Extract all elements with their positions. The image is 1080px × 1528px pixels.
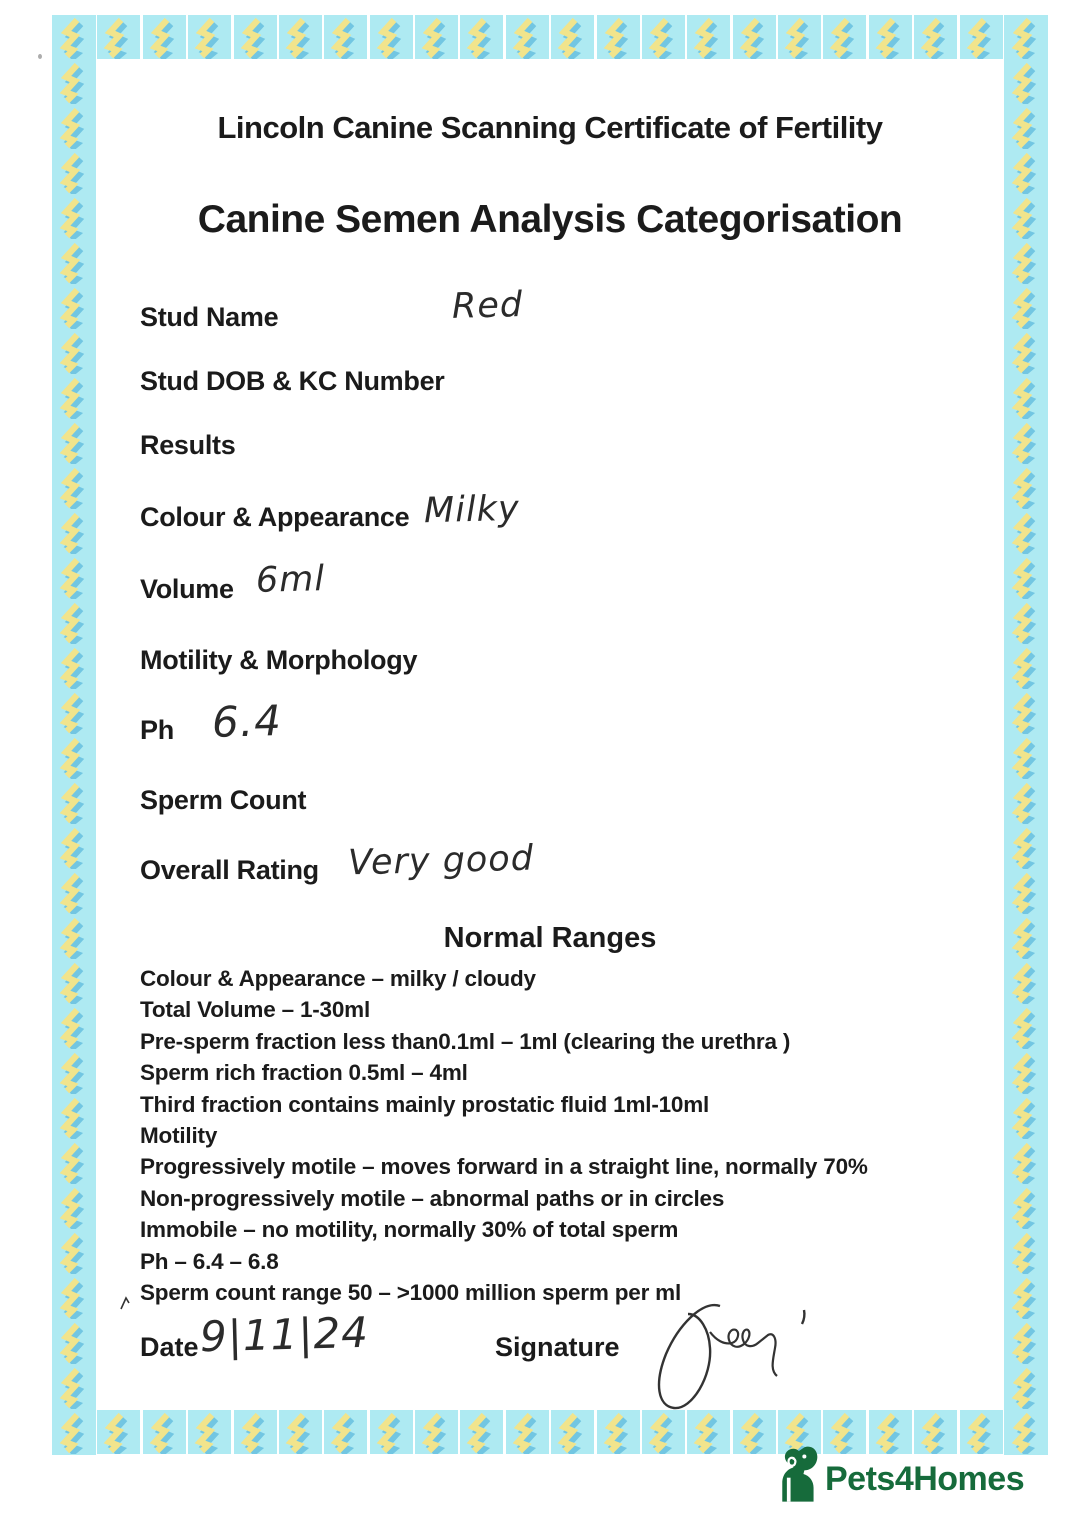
lightning-bolt-icon [1005, 690, 1048, 734]
lightning-bolt-icon [1005, 780, 1048, 824]
lightning-bolt-tile [52, 1185, 96, 1230]
lightning-bolt-tile [460, 1410, 503, 1454]
lightning-bolt-icon [53, 330, 96, 374]
lightning-bolt-tile [1004, 465, 1048, 510]
lightning-bolt-icon [53, 1275, 96, 1319]
normal-range-line: Sperm count range 50 – >1000 million sperm per ml [140, 1280, 682, 1306]
lightning-bolt-tile [370, 15, 413, 59]
lightning-bolt-icon [960, 15, 1003, 59]
lightning-bolt-tile [597, 15, 640, 59]
footer-row [140, 1307, 1020, 1372]
lightning-bolt-tile [234, 1410, 277, 1454]
lightning-bolt-tile [1004, 330, 1048, 375]
lightning-bolt-tile [1004, 60, 1048, 105]
lightning-bolt-icon [551, 15, 594, 59]
lightning-bolt-tile [506, 15, 549, 59]
lightning-bolt-tile [1004, 1095, 1048, 1140]
lightning-bolt-icon [53, 1185, 96, 1229]
lightning-bolt-tile [52, 330, 96, 375]
lightning-bolt-tile [1004, 555, 1048, 600]
lightning-bolt-icon [914, 15, 957, 59]
lightning-bolt-tile [279, 1410, 322, 1454]
lightning-bolt-tile [52, 510, 96, 555]
stray-pen-mark [118, 1294, 134, 1312]
lightning-bolt-icon [1005, 825, 1048, 869]
lightning-bolt-tile [642, 15, 685, 59]
field-value-handwritten: 6.4 [211, 696, 283, 747]
lightning-bolt-icon [53, 1320, 96, 1364]
certificate-subtitle: Canine Semen Analysis Categorisation [197, 198, 903, 241]
field-value-handwritten: Milky [423, 488, 521, 532]
lightning-bolt-icon [415, 15, 458, 59]
lightning-bolt-icon [53, 15, 96, 59]
lightning-bolt-tile [1004, 15, 1048, 60]
lightning-bolt-tile [415, 1410, 458, 1454]
lightning-bolt-tile [687, 15, 730, 59]
lightning-bolt-icon [53, 1050, 96, 1094]
lightning-bolt-tile [1004, 1275, 1048, 1320]
lightning-bolt-icon [143, 15, 186, 59]
normal-range-line: Ph – 6.4 – 6.8 [140, 1248, 279, 1274]
lightning-bolt-icon [1005, 330, 1048, 374]
lightning-bolt-icon [778, 15, 821, 59]
lightning-bolt-icon [234, 1410, 277, 1454]
pets4homes-logo [774, 1446, 1024, 1502]
lightning-bolt-icon [53, 1365, 96, 1409]
field-value-handwritten: Red [451, 285, 524, 327]
lightning-bolt-tile [1004, 735, 1048, 780]
lightning-bolt-icon [1005, 420, 1048, 464]
lightning-bolt-tile [52, 735, 96, 780]
lightning-bolt-tile [52, 555, 96, 600]
lightning-bolt-tile [1004, 420, 1048, 465]
lightning-bolt-icon [97, 1410, 140, 1454]
lightning-bolt-tile [551, 15, 594, 59]
lightning-bolt-icon [1005, 1275, 1048, 1319]
field-overall-rating [140, 838, 1000, 895]
field-value-handwritten: 6ml [255, 559, 326, 601]
lightning-bolt-icon [1005, 960, 1048, 1004]
lightning-bolt-tile [1004, 285, 1048, 330]
lightning-bolt-tile [97, 15, 140, 59]
lightning-bolt-icon [53, 555, 96, 599]
field-label: Stud DOB & KC Number [140, 366, 445, 396]
lightning-bolt-icon [551, 1410, 594, 1454]
lightning-bolt-icon [460, 15, 503, 59]
lightning-bolt-tile [52, 870, 96, 915]
lightning-bolt-icon [1005, 1140, 1048, 1184]
lightning-bolt-tile [52, 1140, 96, 1185]
lightning-bolt-tile [52, 420, 96, 465]
lightning-bolt-icon [642, 15, 685, 59]
lightning-bolt-icon [506, 1410, 549, 1454]
lightning-bolt-tile [52, 1275, 96, 1320]
field-label: Stud Name [140, 302, 279, 332]
lightning-bolt-tile [1004, 240, 1048, 285]
lightning-bolt-icon [370, 1410, 413, 1454]
lightning-bolt-tile [52, 375, 96, 420]
lightning-bolt-tile [1004, 375, 1048, 420]
lightning-bolt-tile [1004, 825, 1048, 870]
lightning-bolt-tile [1004, 1140, 1048, 1185]
lightning-bolt-icon [53, 60, 96, 104]
normal-range-line: Immobile – no motility, normally 30% of total sperm [140, 1217, 679, 1243]
field-label: Volume [140, 574, 234, 604]
field-colour-appearance [140, 488, 1000, 542]
field-label: Sperm Count [140, 785, 307, 815]
lightning-bolt-icon [1005, 510, 1048, 554]
lightning-bolt-tile [823, 15, 866, 59]
lightning-bolt-icon [53, 645, 96, 689]
lightning-bolt-icon [53, 1410, 96, 1454]
normal-range-line: Total Volume – 1-30ml [140, 997, 371, 1023]
lightning-bolt-tile [1004, 1005, 1048, 1050]
lightning-bolt-tile [551, 1410, 594, 1454]
lightning-bolt-tile [279, 15, 322, 59]
lightning-bolt-icon [143, 1410, 186, 1454]
lightning-bolt-icon [188, 15, 231, 59]
lightning-bolt-icon [53, 1005, 96, 1049]
lightning-bolt-icon [53, 285, 96, 329]
lightning-bolt-icon [1005, 1005, 1048, 1049]
lightning-bolt-tile [143, 15, 186, 59]
lightning-bolt-icon [1005, 285, 1048, 329]
date-value-handwritten: 9|11|24 [199, 1307, 370, 1362]
lightning-bolt-icon [53, 870, 96, 914]
lightning-bolt-tile [143, 1410, 186, 1454]
signature-label: Signature [495, 1332, 620, 1362]
normal-range-line: Non-progressively motile – abnormal paths or in circles [140, 1185, 725, 1211]
field-stud-name [140, 285, 1000, 342]
lightning-bolt-tile [52, 150, 96, 195]
lightning-bolt-tile [52, 60, 96, 105]
lightning-bolt-tile [1004, 645, 1048, 690]
lightning-bolt-icon [53, 600, 96, 644]
lightning-bolt-tile [52, 960, 96, 1005]
lightning-bolt-icon [53, 510, 96, 554]
lightning-bolt-icon [1005, 15, 1048, 59]
lightning-bolt-icon [370, 15, 413, 59]
lightning-bolt-icon [1005, 1230, 1048, 1274]
lightning-bolt-tile [1004, 150, 1048, 195]
lightning-bolt-tile [460, 15, 503, 59]
lightning-bolt-tile [1004, 870, 1048, 915]
lightning-bolt-tile [960, 15, 1003, 59]
lightning-bolt-icon [53, 150, 96, 194]
lightning-bolt-tile [52, 15, 96, 60]
lightning-bolt-tile [1004, 690, 1048, 735]
lightning-bolt-icon [1005, 465, 1048, 509]
lightning-bolt-tile [778, 15, 821, 59]
lightning-bolt-icon [687, 15, 730, 59]
lightning-bolt-tile [52, 1095, 96, 1140]
lightning-bolt-tile [52, 240, 96, 285]
field-value-handwritten: Very good [347, 838, 535, 884]
lightning-bolt-icon [188, 1410, 231, 1454]
field-motility-morphology [140, 645, 1000, 685]
lightning-bolt-icon [53, 1140, 96, 1184]
field-stud-dob-kc [140, 366, 1000, 406]
lightning-bolt-tile [52, 285, 96, 330]
normal-range-line: Colour & Appearance – milky / cloudy [140, 966, 536, 991]
lightning-bolt-tile [52, 645, 96, 690]
lightning-bolt-tile [324, 15, 367, 59]
lightning-bolt-tile [914, 15, 957, 59]
lightning-bolt-icon [597, 15, 640, 59]
normal-range-line: Motility [140, 1123, 218, 1149]
lightning-bolt-icon [823, 15, 866, 59]
lightning-bolt-tile [1004, 780, 1048, 825]
lightning-bolt-icon [53, 1230, 96, 1274]
lightning-bolt-icon [53, 735, 96, 779]
lightning-bolt-tile [52, 1410, 96, 1455]
certificate-title: Lincoln Canine Scanning Certificate of Fertility [217, 110, 883, 145]
lightning-bolt-tile [52, 690, 96, 735]
lightning-bolt-icon [1005, 375, 1048, 419]
lightning-bolt-icon [1005, 240, 1048, 284]
lightning-bolt-tile [415, 15, 458, 59]
lightning-bolt-icon [1005, 150, 1048, 194]
normal-ranges-list [140, 963, 970, 1308]
field-label: Ph [140, 715, 174, 745]
border-top [52, 15, 1048, 60]
lightning-bolt-tile [1004, 1050, 1048, 1095]
lightning-bolt-tile [52, 1230, 96, 1275]
lightning-bolt-icon [53, 420, 96, 464]
field-volume [140, 559, 1000, 614]
lightning-bolt-tile [869, 15, 912, 59]
lightning-bolt-icon [1005, 1050, 1048, 1094]
lightning-bolt-icon [279, 15, 322, 59]
scan-speck [38, 54, 42, 59]
lightning-bolt-tile [97, 1410, 140, 1454]
lightning-bolt-icon [53, 825, 96, 869]
field-ph [140, 696, 1000, 755]
normal-range-line: Progressively motile – moves forward in a straight line, normally 70% [140, 1154, 868, 1180]
lightning-bolt-icon [324, 15, 367, 59]
normal-range-line: Pre-sperm fraction less than0.1ml – 1ml (clearing the urethra ) [140, 1028, 791, 1054]
lightning-bolt-tile [52, 780, 96, 825]
lightning-bolt-icon [53, 465, 96, 509]
lightning-bolt-icon [234, 15, 277, 59]
lightning-bolt-icon [97, 15, 140, 59]
lightning-bolt-tile [52, 600, 96, 645]
lightning-bolt-tile [52, 1005, 96, 1050]
lightning-bolt-tile [733, 15, 776, 59]
lightning-bolt-icon [53, 1095, 96, 1139]
lightning-bolt-icon [1005, 735, 1048, 779]
lightning-bolt-icon [1005, 1185, 1048, 1229]
field-label: Results [140, 430, 236, 460]
lightning-bolt-tile [52, 465, 96, 510]
lightning-bolt-icon [1005, 555, 1048, 599]
lightning-bolt-icon [733, 15, 776, 59]
lightning-bolt-icon [869, 15, 912, 59]
normal-range-line: Sperm rich fraction 0.5ml – 4ml [140, 1060, 468, 1086]
normal-ranges-heading: Normal Ranges [443, 922, 657, 954]
field-label: Colour & Appearance [140, 502, 410, 532]
lightning-bolt-tile [506, 1410, 549, 1454]
date-label: Date [140, 1332, 199, 1362]
lightning-bolt-tile [52, 825, 96, 870]
lightning-bolt-icon [506, 15, 549, 59]
lightning-bolt-icon [53, 375, 96, 419]
lightning-bolt-icon [53, 240, 96, 284]
lightning-bolt-icon [460, 1410, 503, 1454]
lightning-bolt-icon [415, 1410, 458, 1454]
dog-icon [774, 1446, 820, 1502]
lightning-bolt-icon [53, 960, 96, 1004]
field-label: Overall Rating [140, 855, 319, 885]
lightning-bolt-icon [324, 1410, 367, 1454]
lightning-bolt-icon [1005, 645, 1048, 689]
lightning-bolt-icon [1005, 1095, 1048, 1139]
lightning-bolt-tile [52, 1320, 96, 1365]
pets4homes-wordmark: Pets4Homes [825, 1460, 1025, 1498]
lightning-bolt-tile [1004, 510, 1048, 555]
signature-scribble [628, 1292, 833, 1417]
field-label: Motility & Morphology [140, 645, 418, 675]
lightning-bolt-icon [53, 780, 96, 824]
lightning-bolt-tile [324, 1410, 367, 1454]
lightning-bolt-icon [279, 1410, 322, 1454]
lightning-bolt-tile [1004, 600, 1048, 645]
lightning-bolt-tile [52, 1050, 96, 1095]
lightning-bolt-tile [188, 15, 231, 59]
lightning-bolt-tile [370, 1410, 413, 1454]
lightning-bolt-icon [1005, 600, 1048, 644]
lightning-bolt-icon [1005, 60, 1048, 104]
lightning-bolt-tile [188, 1410, 231, 1454]
lightning-bolt-tile [1004, 1230, 1048, 1275]
field-sperm-count [140, 785, 1000, 825]
lightning-bolt-tile [234, 15, 277, 59]
normal-range-line: Third fraction contains mainly prostatic fluid 1ml-10ml [140, 1091, 710, 1117]
lightning-bolt-icon [53, 690, 96, 734]
lightning-bolt-tile [52, 1365, 96, 1410]
lightning-bolt-tile [1004, 960, 1048, 1005]
lightning-bolt-tile [1004, 1185, 1048, 1230]
field-results [140, 430, 1000, 470]
lightning-bolt-icon [1005, 870, 1048, 914]
